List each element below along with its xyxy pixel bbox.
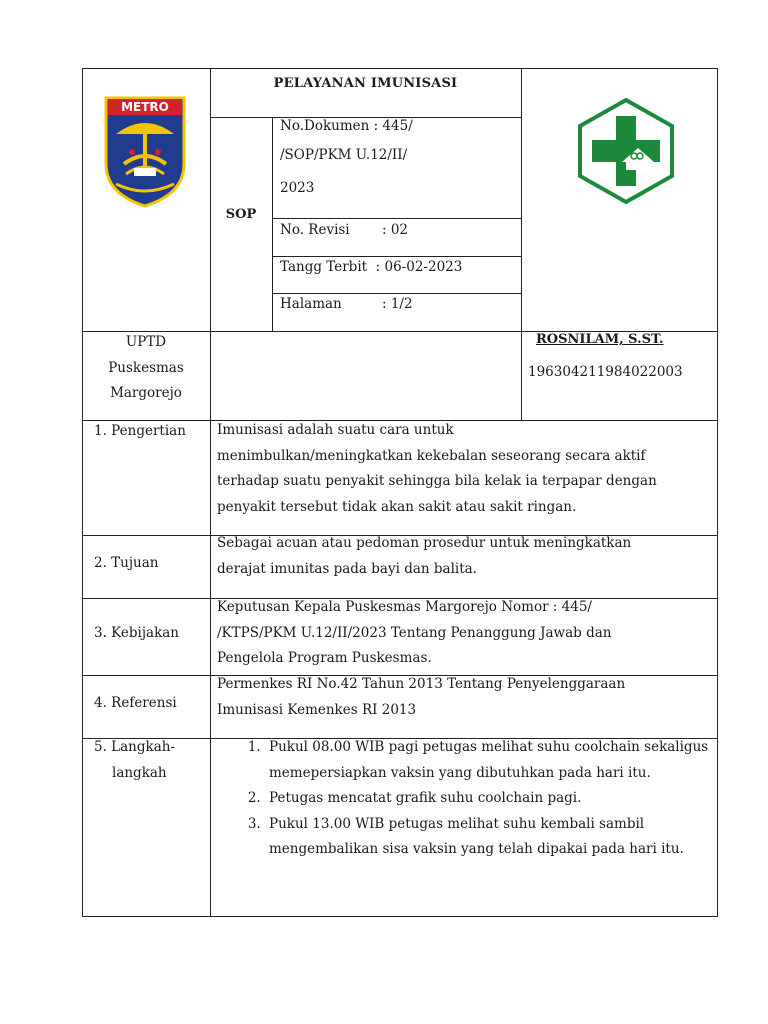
text-line: Sebagai acuan atau pedoman prosedur untuk meningkatkan — [217, 535, 632, 551]
document-title: PELAYANAN IMUNISASI — [273, 76, 458, 91]
text-line: Keputusan Kepala Puskesmas Margorejo Nomor : 445/ — [217, 599, 592, 615]
pengertian-label: 1. Pengertian — [94, 423, 186, 439]
label-line: langkah — [112, 764, 167, 781]
issued-row — [280, 256, 462, 278]
tujuan-label: 2. Tujuan — [94, 555, 159, 571]
signer-id: 196304211984022003 — [528, 364, 683, 380]
puskesmas-logo — [576, 98, 676, 204]
revision-row — [280, 219, 408, 241]
sop-label: SOP — [225, 207, 257, 222]
text-line: derajat imunitas pada bayi dan balita. — [217, 560, 477, 577]
referensi-text — [217, 672, 712, 723]
page-row — [280, 293, 413, 315]
langkah-steps — [217, 735, 709, 863]
org-unit — [82, 330, 210, 407]
label-line: 5. Langkah- — [94, 739, 176, 755]
doc-number-line: 2023 — [280, 180, 315, 196]
text-line: terhadap suatu penyakit sehingga bila kelak ia terpapar dengan — [217, 473, 657, 489]
doc-number — [280, 114, 516, 202]
org-line: UPTD — [125, 334, 167, 350]
org-line: Puskesmas — [108, 359, 184, 376]
text-line: menimbulkan/meningkatkan kekebalan seseorang secara aktif — [217, 447, 646, 464]
issued-value: : 06-02-2023 — [375, 259, 463, 275]
text-line: Imunisasi Kemenkes RI 2013 — [217, 701, 417, 718]
step-item: 2. Petugas mencatat grafik suhu coolchain pagi. — [265, 786, 709, 812]
revision-value: : 02 — [382, 222, 409, 238]
step-item: 3. Pukul 13.00 WIB petugas melihat suhu kembali sambil mengembalikan sisa vaksin yang telah dipakai pada hari itu. — [265, 812, 709, 863]
pengertian-text — [217, 418, 712, 520]
logo-lettering: METRO — [121, 100, 169, 114]
doc-number-line: No.Dokumen : 445/ — [280, 118, 413, 134]
metro-city-logo — [102, 94, 188, 208]
page-label: Halaman — [280, 296, 342, 312]
referensi-label: 4. Referensi — [94, 695, 177, 711]
kebijakan-label: 3. Kebijakan — [94, 625, 180, 641]
text-line: Permenkes RI No.42 Tahun 2013 Tentang Penyelenggaraan — [217, 676, 626, 692]
revision-label: No. Revisi — [280, 222, 350, 238]
text-line: /KTPS/PKM U.12/II/2023 Tentang Penanggung Jawab dan — [217, 624, 612, 641]
kebijakan-text — [217, 595, 712, 672]
tujuan-text — [217, 531, 712, 582]
signer-name: ROSNILAM, S.ST. — [536, 332, 664, 347]
text-line: Pengelola Program Puskesmas. — [217, 650, 432, 666]
step-item: 1. Pukul 08.00 WIB pagi petugas melihat suhu coolchain sekaligus memepersiapkan vaksin yang dibutuhkan pada hari itu. — [265, 735, 709, 786]
page-value: : 1/2 — [382, 296, 413, 312]
text-line: Imunisasi adalah suatu cara untuk — [217, 422, 454, 438]
langkah-label — [94, 735, 175, 786]
issued-label: Tangg Terbit — [280, 259, 368, 275]
org-line: Margorejo — [110, 385, 182, 401]
doc-number-line: /SOP/PKM U.12/II/ — [280, 146, 408, 163]
text-line: penyakit tersebut tidak akan sakit atau sakit ringan. — [217, 498, 577, 515]
